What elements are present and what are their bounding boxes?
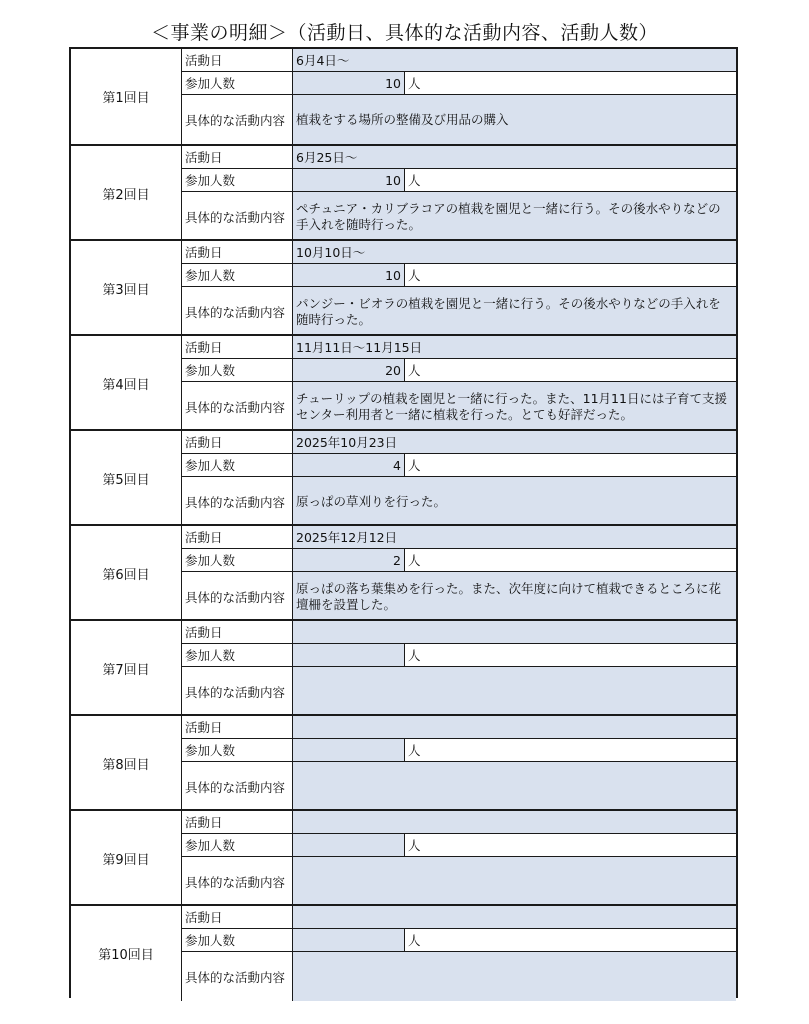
date-value[interactable]: 2025年12月12日: [293, 526, 736, 548]
record-number: 第10回目: [71, 906, 182, 1001]
date-label: 活動日: [182, 906, 293, 928]
content-label: 具体的な活動内容: [182, 476, 293, 526]
date-label: 活動日: [182, 621, 293, 643]
date-label: 活動日: [182, 241, 293, 263]
date-label: 活動日: [182, 811, 293, 833]
date-label: 活動日: [182, 336, 293, 358]
participants-count[interactable]: [293, 738, 405, 761]
content-label: 具体的な活動内容: [182, 761, 293, 811]
content-value[interactable]: [293, 951, 736, 1001]
content-label: 具体的な活動内容: [182, 94, 293, 144]
record-number: 第8回目: [71, 716, 182, 811]
date-value[interactable]: 10月10日～: [293, 241, 736, 263]
date-value[interactable]: 2025年10月23日: [293, 431, 736, 453]
date-value[interactable]: [293, 716, 736, 738]
content-value[interactable]: [293, 761, 736, 811]
participants-label: 参加人数: [182, 263, 293, 286]
activity-record: [71, 334, 736, 429]
participants-count[interactable]: 2: [293, 548, 405, 571]
activity-record: [71, 904, 736, 999]
participants-label: 参加人数: [182, 453, 293, 476]
participants-label: 参加人数: [182, 643, 293, 666]
activity-table: [69, 47, 738, 998]
participants-count[interactable]: [293, 928, 405, 951]
participants-unit: 人: [405, 548, 736, 571]
record-number: 第4回目: [71, 336, 182, 431]
participants-unit: 人: [405, 263, 736, 286]
participants-count[interactable]: 10: [293, 263, 405, 286]
date-value[interactable]: [293, 906, 736, 928]
record-number: 第6回目: [71, 526, 182, 621]
participants-label: 参加人数: [182, 738, 293, 761]
record-number: 第5回目: [71, 431, 182, 526]
participants-count[interactable]: [293, 833, 405, 856]
date-value[interactable]: 6月25日～: [293, 146, 736, 168]
date-value[interactable]: [293, 621, 736, 643]
participants-count[interactable]: 20: [293, 358, 405, 381]
activity-record: [71, 144, 736, 239]
date-label: 活動日: [182, 716, 293, 738]
date-value[interactable]: [293, 811, 736, 833]
participants-label: 参加人数: [182, 833, 293, 856]
participants-unit: 人: [405, 71, 736, 94]
content-label: 具体的な活動内容: [182, 381, 293, 431]
participants-unit: 人: [405, 643, 736, 666]
participants-label: 参加人数: [182, 548, 293, 571]
page-title: ＜事業の明細＞（活動日、具体的な活動内容、活動人数）: [150, 22, 658, 44]
content-value[interactable]: 原っぱの草刈りを行った。: [293, 476, 736, 526]
activity-record: [71, 619, 736, 714]
activity-record: [71, 809, 736, 904]
content-label: 具体的な活動内容: [182, 856, 293, 906]
date-value[interactable]: 6月4日～: [293, 49, 736, 71]
participants-count[interactable]: 4: [293, 453, 405, 476]
activity-record: [71, 524, 736, 619]
activity-record: [71, 714, 736, 809]
content-value[interactable]: ペチュニア・カリブラコアの植栽を園児と一緒に行う。その後水やりなどの手入れを随時行った。: [293, 191, 736, 241]
participants-count[interactable]: [293, 643, 405, 666]
content-label: 具体的な活動内容: [182, 666, 293, 716]
record-number: 第7回目: [71, 621, 182, 716]
content-label: 具体的な活動内容: [182, 191, 293, 241]
participants-unit: 人: [405, 453, 736, 476]
activity-record: [71, 239, 736, 334]
content-value[interactable]: チューリップの植栽を園児と一緒に行った。また、11月11日には子育て支援センター利用者と一緒に植栽を行った。とても好評だった。: [293, 381, 736, 431]
content-label: 具体的な活動内容: [182, 286, 293, 336]
content-value[interactable]: [293, 856, 736, 906]
record-number: 第3回目: [71, 241, 182, 336]
participants-unit: 人: [405, 928, 736, 951]
date-label: 活動日: [182, 146, 293, 168]
participants-unit: 人: [405, 738, 736, 761]
participants-count[interactable]: 10: [293, 168, 405, 191]
content-value[interactable]: [293, 666, 736, 716]
participants-count[interactable]: 10: [293, 71, 405, 94]
participants-unit: 人: [405, 833, 736, 856]
activity-record: [71, 429, 736, 524]
participants-label: 参加人数: [182, 168, 293, 191]
content-value[interactable]: 植栽をする場所の整備及び用品の購入: [293, 94, 736, 144]
record-number: 第1回目: [71, 49, 182, 144]
date-label: 活動日: [182, 49, 293, 71]
content-value[interactable]: 原っぱの落ち葉集めを行った。また、次年度に向けて植栽できるところに花壇柵を設置した。: [293, 571, 736, 621]
content-value[interactable]: パンジー・ビオラの植栽を園児と一緒に行う。その後水やりなどの手入れを随時行った。: [293, 286, 736, 336]
record-number: 第9回目: [71, 811, 182, 906]
participants-unit: 人: [405, 168, 736, 191]
content-label: 具体的な活動内容: [182, 571, 293, 621]
participants-label: 参加人数: [182, 928, 293, 951]
activity-record: [71, 49, 736, 144]
content-label: 具体的な活動内容: [182, 951, 293, 1001]
participants-label: 参加人数: [182, 71, 293, 94]
participants-label: 参加人数: [182, 358, 293, 381]
date-label: 活動日: [182, 526, 293, 548]
date-value[interactable]: 11月11日～11月15日: [293, 336, 736, 358]
date-label: 活動日: [182, 431, 293, 453]
record-number: 第2回目: [71, 146, 182, 241]
participants-unit: 人: [405, 358, 736, 381]
